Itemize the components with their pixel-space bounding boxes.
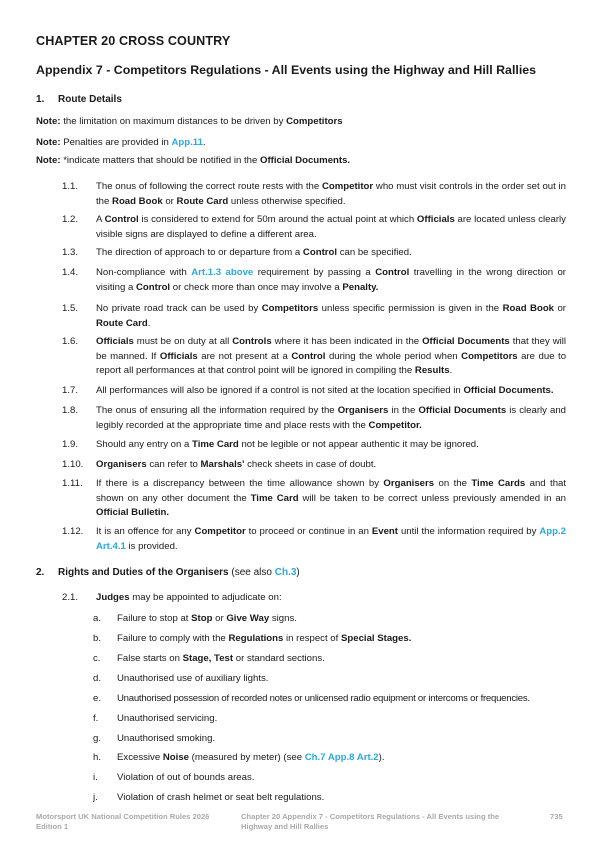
- ch-7-app-8-art-2-link[interactable]: Ch.7 App.8 Art.2: [304, 752, 379, 763]
- section-number: 1.: [36, 94, 45, 105]
- footer-middle: Chapter 20 Appendix 7 - Competitors Regulations - All Events using the Highway and Hill Rallies: [241, 812, 500, 831]
- app-2-art-4-1-link[interactable]: App.2 Art.4.1: [96, 526, 566, 552]
- document-page: CHAPTER 20 CROSS COUNTRY Appendix 7 - Competitors Regulations - All Events using the Highway and Hill Rallies 1. Route Details Note: the limitation on maximum distances to be driven by Competitors Note: Penalties are provided in App.11. Note: *indicate matters that should be notified in the Official Documents. 1.1. The onus of following the correct route rests with the Competitor who must visit controls in the order set out in the Road Book or Route Card unless otherwise specified. 1.2. A Control is considered to extend for 50m around the actual point at which Officials are located unless clearly visible signs are displayed to define a different area. 1.3. The direction of approach to or departure from a Control can be specified. 1.4. Non-compliance with Art.1.3 above requirement by passing a Control travelling in the wrong direction or visiting a Control or check more than once may involve a Penalty. 1.5. No private road track can be used by Competitors unless specific permission is given in the Road Book or Route Card. 1.6. Officials must be on duty at all Controls where it has been indicated in the Official Documents that they will be manned. If Officials are not present at a Control during the whole period when Competitors are due to report all performances at that control point will be ignored in compiling the Results. 1.7. All performances will also be ignored if a control is not sited at the location specified in Official Documents. 1.8. The onus of ensuring all the information required by the Organisers in the Official Documents is clearly and legibly recorded at the appropriate time and place rests with the Competitor. 1.9. Should any entry on a Time Card not be legible or not appear authentic it may be ignored. 1.10. Organisers can refer to Marshals' check sheets in case of doubt. 1.11. If there is a discrepancy between the time allowance shown by Organisers on the Time Cards and that shown on any other document the Time Card will be taken to be correct unless previously amended in an Official Bulletin. 1.12. It is an offence for any Competitor to proceed or continue in an Event until the information required by App.2 Art.4.1 is provided. 2. Rights and Duties of the Organisers (see also Ch.3) 2.1. Judges may be appointed to adjudicate on: a. Failure to stop at Stop or Give Way signs. b. Failure to comply with the Regulations in respect of Special Stages. c. False starts on Stage, Test or standard sections. d. Unauthorised use of auxiliary lights. e. Unauthorised possession of recorded notes or unlicensed radio equipment or intercoms or frequencies. f. Unauthorised servicing. g. Unauthorised smoking. h. Excessive Noise (measured by meter) (see Ch.7 App.8 Art.2). i. Violation of out of bounds areas. j. Violation of crash helmet or seat belt regulations. Motorsport UK National Competition Rules 2026 Edition 1 Chapter 20 Appendix 7 - Competitors Regulations - All Events using the Highway and Hill Rallies 735: [36, 34, 567, 831]
- appendix-title: Appendix 7 - Competitors Regulations - All Events using the Highway and Hill Rallies: [36, 63, 537, 77]
- note-3: Note: *indicate matters that should be notified in the Official Documents.: [36, 155, 351, 166]
- section-title: Route Details: [58, 94, 122, 105]
- footer-left: Motorsport UK National Competition Rules 2026 Edition 1: [36, 812, 210, 831]
- ch-3-link[interactable]: Ch.3: [274, 567, 297, 578]
- app-11-link[interactable]: App.11: [171, 137, 203, 148]
- chapter-title: CHAPTER 20 CROSS COUNTRY: [36, 34, 231, 48]
- note-2: Note: Penalties are provided in App.11.: [36, 137, 206, 148]
- page-number: 735: [550, 812, 563, 821]
- art-1-3-link[interactable]: Art.1.3 above: [191, 267, 254, 278]
- note-1: Note: the limitation on maximum distances to be driven by Competitors: [36, 116, 343, 127]
